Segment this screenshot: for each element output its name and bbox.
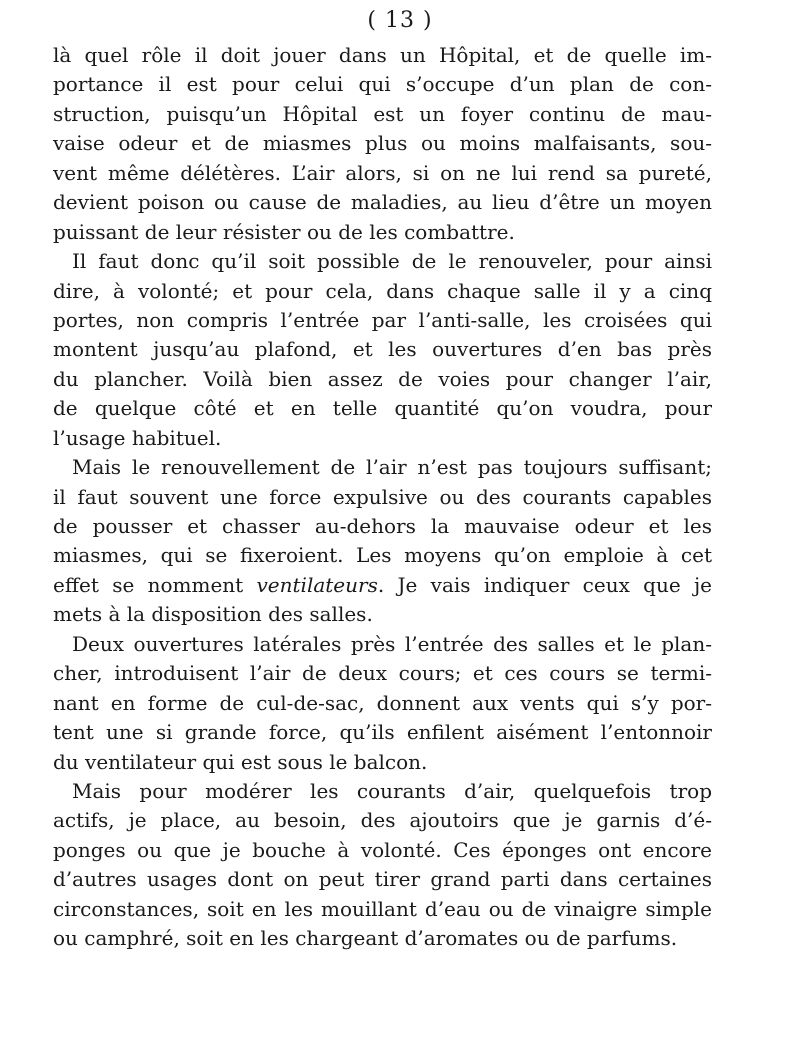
text-line: ou camphré, soit en les chargeant d’aromates ou de parfums. — [53, 926, 678, 951]
text-line: dire, à volonté; et pour cela, dans chaque salle il y a cinq — [53, 278, 712, 303]
text-line: montent jusqu’au plafond, et les ouvertures d’en bas près — [53, 337, 712, 362]
text-line: vent même délétères. L’air alors, si on ne lui rend sa pureté, — [53, 160, 712, 185]
text-line: Mais le renouvellement de l’air n’est pas toujours suffisant; — [72, 455, 712, 480]
text-line: nant en forme de cul-de-sac, donnent aux vents qui s’y por- — [53, 690, 712, 715]
text-line: circonstances, soit en les mouillant d’eau ou de vinaigre simple — [53, 896, 712, 921]
body-text — [0, 41, 800, 954]
text-line: puissant de leur résister ou de les combattre. — [53, 219, 515, 244]
text-line: de quelque côté et en telle quantité qu’on voudra, pour — [53, 396, 712, 421]
paragraph-1 — [0, 41, 800, 247]
text-line: portance il est pour celui qui s’occupe d’un plan de con- — [53, 72, 712, 97]
paragraph-3 — [0, 453, 800, 630]
text-line: Mais pour modérer les courants d’air, quelquefois trop — [72, 778, 712, 803]
emphasized-term: ventilateurs — [256, 572, 378, 597]
text-line: vaise odeur et de miasmes plus ou moins malfaisants, sou- — [53, 131, 712, 156]
text-fragment: . Je vais indiquer ceux que je — [377, 572, 712, 597]
text-line: du ventilateur qui est sous le balcon. — [53, 749, 428, 774]
text-line: miasmes, qui se fixeroient. Les moyens qu’on emploie à cet — [53, 543, 712, 568]
text-line: ponges ou que je bouche à volonté. Ces éponges ont encore — [53, 837, 712, 862]
text-line: du plancher. Voilà bien assez de voies pour changer l’air, — [53, 366, 712, 391]
text-line: cher, introduisent l’air de deux cours; et ces cours se termi- — [53, 661, 712, 686]
text-line: mets à la disposition des salles. — [53, 602, 373, 627]
text-line: il faut souvent une force expulsive ou des courants capables — [53, 484, 712, 509]
text-line: actifs, je place, au besoin, des ajoutoirs que je garnis d’é- — [53, 808, 712, 833]
text-line: de pousser et chasser au-dehors la mauvaise odeur et les — [53, 514, 712, 538]
text-line: portes, non compris l’entrée par l’anti-salle, les croisées qui — [53, 307, 712, 332]
paragraph-4 — [0, 630, 800, 777]
paragraph-2 — [0, 247, 800, 453]
text-line: d’autres usages dont on peut tirer grand parti dans certaines — [53, 867, 712, 892]
page-number: ( 13 ) — [367, 8, 433, 33]
text-line: Deux ouvertures latérales près l’entrée des salles et le plan- — [72, 631, 712, 656]
text-line-with-emphasis — [0, 571, 712, 600]
paragraph-5 — [0, 777, 800, 954]
text-line: tent une si grande force, qu’ils enfilent aisément l’entonnoir — [53, 720, 712, 745]
text-fragment: effet se nomment — [53, 572, 244, 597]
text-line: l’usage habituel. — [53, 425, 222, 450]
text-line: struction, puisqu’un Hôpital est un foyer continu de mau- — [53, 101, 712, 126]
text-line: devient poison ou cause de maladies, au lieu d’être un moyen — [53, 190, 712, 215]
text-line: Il faut donc qu’il soit possible de le renouveler, pour ainsi — [72, 249, 712, 274]
text-line: là quel rôle il doit jouer dans un Hôpital, et de quelle im- — [53, 43, 712, 67]
